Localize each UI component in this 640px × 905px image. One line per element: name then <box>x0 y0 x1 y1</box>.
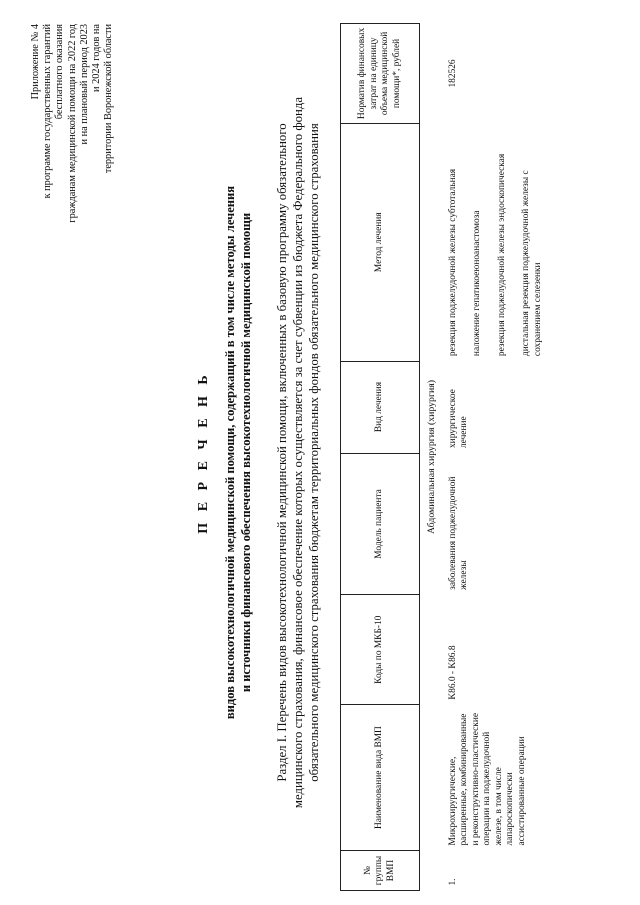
method-item: дистальная резекция поджелудочной железы с сохранением селезенки <box>521 170 543 357</box>
appendix-note <box>30 24 115 354</box>
appendix-line: и 2024 годов на <box>91 24 103 92</box>
method-item: резекция поджелудочной железы эндоскопическая <box>496 153 507 357</box>
header-patient-model: Модель пациента <box>341 453 420 595</box>
cell-codes: K86.0 - K86.8 <box>447 645 458 700</box>
section-line: Раздел I. Перечень видов высокотехнологичной медицинской помощи, включенных в базовую программу обязательного <box>275 123 289 782</box>
section-line: медицинского страхования, финансовое обеспечение которых осуществляется за счет субвенции из бюджета Федерального фонда <box>291 96 305 809</box>
cell-group: 1. <box>447 878 458 886</box>
appendix-line: гражданам медицинской помощи на 2022 год <box>66 24 78 223</box>
method-item: резекция поджелудочной железы субтотальная <box>447 168 458 357</box>
header-hmp-name: Наименование вида ВМП <box>341 705 420 851</box>
document-title: П Е Р Е Ч Е Н Ь <box>196 371 211 534</box>
appendix-line: территории Воронежской области <box>103 24 115 174</box>
cell-methods <box>444 123 562 361</box>
cell-treatment-type: хирургическое лечение <box>447 389 469 449</box>
method-item: наложение гепатикоеюноанастомоза <box>472 210 482 357</box>
subtitle-line: видов высокотехнологичной медицинской помощи, содержащий в том числе методы лечения <box>223 185 237 720</box>
subtitle-line: и источники финансового обеспечения высокотехнологичной медицинской помощи <box>239 212 253 693</box>
appendix-line: и на плановый период 2023 <box>78 24 90 145</box>
cell-hmp-name: Микрохирургические, расширенные, комбинированные и реконструктивно-пластические операции на поджелудочной железе, в том числе лапароскопически ассистированные операции <box>447 712 527 846</box>
header-group-number: № группы ВМП <box>341 851 420 891</box>
section-line: обязательного медицинского страхования бюджетам территориальных фондов обязательного медицинского страхования <box>307 123 321 782</box>
hmp-table <box>340 23 561 891</box>
header-icd-codes: Коды по МКБ-10 <box>341 595 420 705</box>
cell-patient-model: заболевания поджелудочной железы <box>447 476 469 590</box>
document-subtitle <box>222 60 254 845</box>
header-treatment-type: Вид лечения <box>341 361 420 453</box>
appendix-line: Приложение № 4 <box>30 24 41 100</box>
section-heading <box>274 20 322 885</box>
table-row <box>444 24 562 891</box>
header-cost-norm: Норматив финансовых затрат на единицу объема медицинской помощи*, рублей <box>341 24 420 124</box>
appendix-line: к программе государственных гарантий <box>42 24 54 199</box>
table-header-row <box>341 24 420 891</box>
appendix-line: бесплатного оказания <box>54 24 66 120</box>
category-row <box>420 24 444 891</box>
category-label: Абдоминальная хирургия (хирургия) <box>426 380 437 534</box>
cell-cost: 182526 <box>447 59 458 88</box>
header-treatment-method: Метод лечения <box>341 123 420 361</box>
